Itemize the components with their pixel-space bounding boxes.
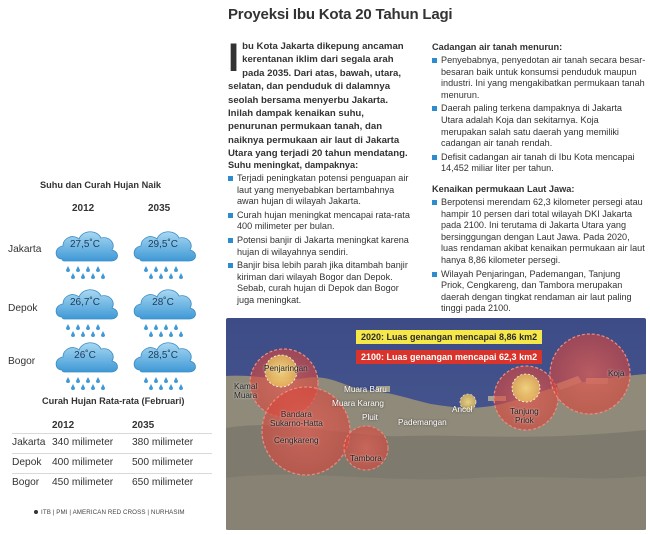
column-header-2012: 2012 bbox=[52, 420, 75, 431]
suhu-hujan-title: Suhu dan Curah Hujan Naik bbox=[40, 180, 161, 190]
cloud-shape bbox=[130, 283, 200, 339]
temperature-value: 28˚C bbox=[152, 297, 174, 308]
rain-cloud-icon bbox=[130, 283, 200, 339]
year-2035-label: 2035 bbox=[148, 203, 171, 214]
row-city: Jakarta bbox=[12, 437, 46, 448]
intro-dropcap: I bbox=[228, 36, 240, 80]
source-credit bbox=[34, 509, 185, 516]
rain-cloud-icon bbox=[130, 225, 200, 281]
cloud-shape bbox=[52, 336, 122, 392]
rain-cloud-icon bbox=[52, 336, 122, 392]
list-item: Banjir bisa lebih parah jika ditambah banjir kiriman dari wilayah Bogor dan Depok. Sebab, curah hujan di Depok dan Bogor juga meningkat. bbox=[228, 260, 418, 306]
label-tanjung-priok: Tanjung Priok bbox=[510, 407, 539, 425]
label-muara-baru: Muara Baru bbox=[344, 385, 387, 394]
label-kamal-muara: Kamal Muara bbox=[234, 382, 258, 400]
temperature-value: 27,5˚C bbox=[69, 239, 100, 250]
temperature-value: 29,5˚C bbox=[147, 239, 178, 250]
label-pluit: Pluit bbox=[362, 413, 378, 422]
page-title: Proyeksi Ibu Kota 20 Tahun Lagi bbox=[228, 6, 453, 23]
laut-section-title: Kenaikan permukaan Laut Jawa: bbox=[432, 184, 575, 194]
row-value-2012: 340 milimeter bbox=[52, 437, 114, 448]
legend-2020: 2020: Luas genangan mencapai 8,86 km2 bbox=[356, 330, 542, 344]
rain-cloud-icon bbox=[52, 283, 122, 339]
label-ancol: Ancol bbox=[452, 405, 473, 414]
cloud-shape bbox=[52, 283, 122, 339]
label-koja: Koja bbox=[608, 369, 625, 378]
list-item: Defisit cadangan air tanah di Ibu Kota mencapai 14,452 miliar liter per tahun. bbox=[432, 152, 646, 175]
rain-cloud-icon bbox=[130, 336, 200, 392]
suhu-section-title: Suhu meningkat, dampaknya: bbox=[228, 160, 359, 170]
table-row bbox=[12, 453, 212, 473]
temperature-value: 26˚C bbox=[74, 350, 96, 361]
cloud-shape bbox=[130, 336, 200, 392]
row-city: Depok bbox=[12, 457, 42, 468]
cloud-shape bbox=[130, 225, 200, 281]
temperature-value: 26,7˚C bbox=[69, 297, 100, 308]
city-bogor-label: Bogor bbox=[8, 356, 36, 367]
label-bandara: Bandara Sukarno-Hatta bbox=[270, 410, 323, 428]
flood-map bbox=[226, 318, 646, 530]
row-value-2012: 450 milimeter bbox=[52, 477, 114, 488]
rain-cloud-icon bbox=[52, 225, 122, 281]
list-item: Curah hujan meningkat mencapai rata-rata 400 milimeter per bulan. bbox=[228, 210, 418, 233]
legend-2100: 2100: Luas genangan mencapai 62,3 km2 bbox=[356, 350, 542, 364]
year-2012-label: 2012 bbox=[72, 203, 95, 214]
cadangan-section-title: Cadangan air tanah menurun: bbox=[432, 42, 563, 52]
list-item: Daerah paling terkena dampaknya di Jakarta Utara adalah Koja dan sekitarnya. Koja merupakan salah satu daerah yang memiliki cadangan air tanah rendah. bbox=[432, 103, 646, 149]
label-muara-karang: Muara Karang bbox=[332, 399, 384, 408]
city-jakarta-label: Jakarta bbox=[8, 244, 42, 255]
intro-paragraph bbox=[228, 36, 410, 161]
temperature-value: 28,5˚C bbox=[147, 350, 178, 361]
label-tambora: Tambora bbox=[350, 454, 382, 463]
list-item: Penyebabnya, penyedotan air tanah secara besar-besaran baik untuk konsumsi penduduk maupun industri. Ini yang mengakibatkan permukaan tanah menurun. bbox=[432, 55, 646, 101]
row-value-2035: 380 milimeter bbox=[132, 437, 194, 448]
curah-hujan-title: Curah Hujan Rata-rata (Februari) bbox=[42, 396, 185, 406]
intro-text: bu Kota Jakarta dikepung ancaman kerentanan iklim dari segala arah pada 2035. Dari atas, bawah, utara, selatan, dan penduduk di dalamnya seolah bersama menyerbu Jakarta. Inilah dampak kenaikan suhu, penurunan permukaan tanah, dan naiknya permukaan air laut di Jakarta Utara yang terjadi 20 tahun mendatang. bbox=[228, 41, 408, 160]
label-cengkareng: Cengkareng bbox=[274, 436, 319, 445]
laut-list bbox=[432, 197, 646, 317]
table-row bbox=[12, 473, 212, 493]
bullet-dot-icon bbox=[34, 510, 38, 514]
cadangan-list bbox=[432, 55, 646, 177]
city-depok-label: Depok bbox=[8, 303, 38, 314]
column-header-2035: 2035 bbox=[132, 420, 155, 431]
row-value-2035: 650 milimeter bbox=[132, 477, 194, 488]
label-penjaringan: Penjaringan bbox=[264, 364, 308, 373]
row-value-2035: 500 milimeter bbox=[132, 457, 194, 468]
list-item: Berpotensi merendam 62,3 kilometer persegi atau hampir 10 persen dari total wilayah DKI Jakarta pada 2100. Ini terutama di Jakarta Utara yang bersinggungan dengan Laut Jawa. Pada 2020, luas rendaman akibat kenaikan permukaan air laut hanya 8,86 kilometer persegi. bbox=[432, 197, 646, 267]
table-row bbox=[12, 433, 212, 453]
row-city: Bogor bbox=[12, 477, 40, 488]
list-item: Wilayah Penjaringan, Pademangan, Tanjung Priok, Cengkareng, dan Tambora merupakan daerah dengan tingkat rendaman air laut paling tinggi pada 2100. bbox=[432, 269, 646, 315]
source-text: ITB | PMI | AMERICAN RED CROSS | NURHASIM bbox=[41, 509, 185, 516]
suhu-list bbox=[228, 173, 418, 309]
list-item: Potensi banjir di Jakarta meningkat karena hujan di wilayahnya sendiri. bbox=[228, 235, 418, 258]
label-pademangan: Pademangan bbox=[398, 418, 447, 427]
cloud-shape bbox=[52, 225, 122, 281]
list-item: Terjadi peningkatan potensi penguapan air laut yang menyebabkan bertambahnya awan hujan di wilayah Jakarta. bbox=[228, 173, 418, 208]
row-value-2012: 400 milimeter bbox=[52, 457, 114, 468]
